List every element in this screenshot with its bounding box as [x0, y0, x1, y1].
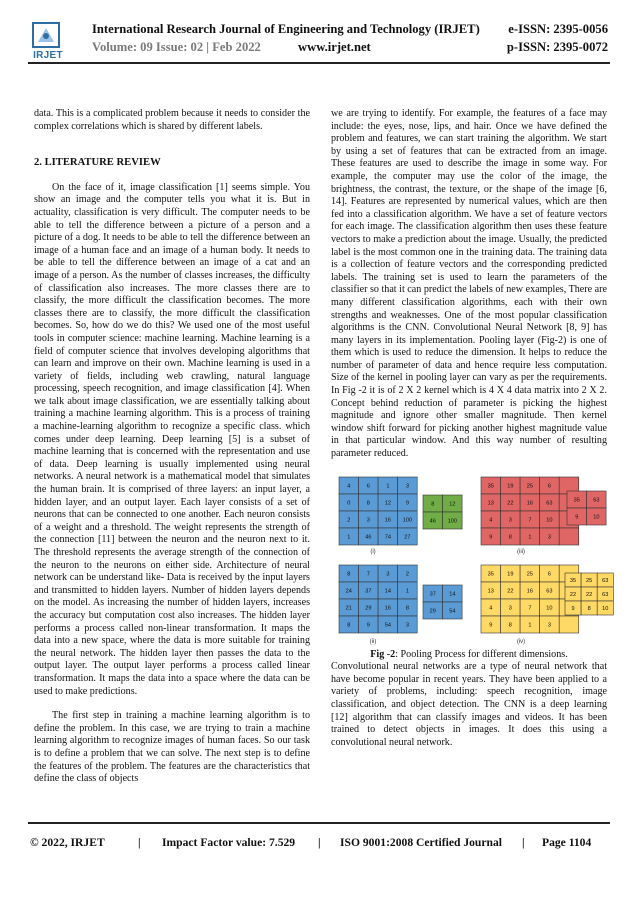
footer-rule — [28, 822, 610, 824]
logo-text: IRJET — [33, 50, 63, 61]
header-rule — [28, 62, 610, 64]
input-cell-value: 8 — [508, 534, 512, 541]
input-cell-value: 74 — [384, 534, 391, 541]
output-cell-value: 9 — [575, 514, 579, 521]
output-cell-value: 35 — [569, 577, 577, 584]
figure-caption — [331, 649, 607, 662]
input-cell-value: 3 — [547, 622, 551, 629]
pooling-diagram — [331, 473, 607, 649]
input-cell-value: 3 — [405, 622, 409, 629]
input-cell — [559, 528, 579, 545]
input-cell-value: 10 — [546, 517, 553, 524]
output-cell-value: 14 — [449, 591, 456, 598]
output-cell-value: 8 — [587, 605, 591, 612]
panel-label: (iv) — [516, 638, 526, 645]
input-cell-value: 16 — [526, 500, 533, 507]
figure-caption-text: : Pooling Process for different dimensions. — [395, 648, 568, 660]
input-cell-value: 6 — [366, 483, 370, 490]
output-cell-value: 22 — [586, 591, 593, 598]
output-cell-value: 10 — [593, 514, 600, 521]
output-cell-value: 29 — [429, 608, 436, 615]
input-cell-value: 6 — [547, 483, 551, 490]
output-cell-value: 25 — [586, 577, 593, 584]
output-cell-value: 63 — [602, 577, 609, 584]
input-cell-value: 9 — [489, 622, 493, 629]
output-cell-value: 8 — [431, 501, 435, 508]
section-heading: 2. LITERATURE REVIEW — [34, 157, 161, 169]
output-cell-value: 63 — [602, 591, 609, 598]
output-cell-value: 22 — [569, 591, 577, 598]
intro-paragraph: data. This is a complicated problem because it needs to consider the complex correlations which is shared by different labels. — [34, 108, 310, 132]
input-cell-value: 7 — [366, 571, 370, 578]
input-cell-value: 100 — [402, 517, 413, 524]
output-cell-value: 10 — [602, 605, 609, 612]
input-cell-value: 14 — [384, 588, 391, 595]
input-cell-value: 2 — [347, 517, 351, 524]
footer-page-number: Page 1104 — [542, 836, 592, 849]
left-column — [34, 108, 310, 786]
input-cell-value: 8 — [366, 500, 370, 507]
input-cell-value: 3 — [547, 534, 551, 541]
body-paragraph: we are trying to identify. For example, the features of a face may include: the eyes, nose, lips, and hair. Once we have defined the problem and features, we can start training the algorithm. We start by using a set of features that can be extracted from an image. These features are used to describe the image in some way. For example, the computer may use the color of the image, the brightness, the contrast, the texture, or the shape of the image [6, 14]. Features are represented by numerical values, which are then fed into a classification algorithm. We have a set of feature vectors for each image. The classification algorithm then uses these feature vectors to make a prediction about the image. Usually, the predicted label is the most common one in the training data. The training data is a collection of feature vectors and the corresponding predicted labels. The training set is used to learn the parameters of the classifier so that it can predict the labels of new examples, There are many different classification algorithms, each with their own strengths and weaknesses. One of the most popular classification algorithms is the CNN. Convolutional Neural Network [8, 9] has many layers in its implementation. Pooling layer (Fig-2) is one of them which is used to reduce the dimension. It helps to reduce the number of parameter of data and hence require less computation. Size of the kernel in pooling layer can vary as per the requirements. In Fig -2 it is of 2 X 2 kernel which is 4 X 4 data matrix into 2 X 2. Concept behind reduction of parameter is picking the highest magnitude and ignore other smaller magnitude. Then kernel window shift forward for picking another highest magnitude value in that particular window. And this way number of resulting parameter reduced. — [331, 108, 607, 460]
pooling-figure — [331, 473, 607, 649]
output-cell-value: 54 — [449, 608, 456, 615]
journal-logo — [30, 20, 64, 64]
input-cell-value: 27 — [404, 534, 411, 541]
journal-title: International Research Journal of Engineering and Technology (IRJET) — [92, 22, 480, 36]
body-paragraph: Convolutional neural networks are a type of neural network that have become popular in recent years. They have been applied to a variety of problems, including: speech recognition, image classification, and object detection. The CNN is a deep learning [12] algorithm that can classify images and videos. It has been trained to detect objects in images. It does this using a convolutional neural network. — [331, 661, 607, 748]
footer-separator: | — [138, 836, 141, 849]
input-cell-value: 63 — [546, 588, 553, 595]
input-cell-value: 21 — [345, 605, 352, 612]
input-cell-value: 1 — [528, 534, 532, 541]
input-cell-value: 35 — [487, 571, 494, 578]
input-cell-value: 9 — [366, 622, 370, 629]
input-cell-value: 4 — [489, 605, 493, 612]
input-cell-value: 1 — [347, 534, 351, 541]
input-cell-value: 8 — [508, 622, 512, 629]
panel-label: (ii) — [369, 638, 377, 645]
body-paragraph: On the face of it, image classification [1] seems simple. You show an image and the computer tells you what it is. But in actuality, classification is very difficult. The computer needs to be able to tell the difference between a picture of a person and a picture of a dog. It needs to be able to tell the difference between an image of a human face and an image of a human body. It needs to be able to tell the difference between an image of a cat and an image of a person. As the number of classes increases, the difficulty of classification also increases. The more classes there are to classify, the more difficult the classification becomes. The more classes there are to classify, the more difficult the classification becomes. So, how do we do this? We used one of the most useful tools in computer science: machine learning. Machine learning is a field of computer science that involves developing algorithms that can learn and improve on their own. Machine learning is used in a variety of fields, including web crawling, natural language processing, speech recognition, and image classification [4]. When we talk about image classification, we are essentially talking about training a machine learning algorithm. This is a process of training a machine-learning algorithm to recognize a specific class. which comes under deep learning. Deep learning [5] is a subset of machine learning that is concerned with the representation and use of data. Deep learning is usually implemented using neural networks. A neural network is a mathematical model that simulates the human brain. It is comprised of three layers: an input layer, a hidden layer, and an output layer. Each layer consists of a set of neurons that can be connected to one another. Each neuron consists of a weight and a threshold. The weight represents the strength of the connection [11] between the neuron and the neuron next to it. The threshold represents the average strength of the connection of the neuron to the neurons on either side. Architecture of neural network can be understand like- Data is received by the input layers and transmitted to hidden layers. Number of hidden layers depends on the model. As increasing the number of hidden layers, increases the accuracy but computation cost also increases. The hidden layer performs a process called non-linear transformation. It maps the data into a new space, where the data is more suitable for training the neural network. The hidden layer then passes the data to the output layer. The output layer performs a process called linear transformation. It maps the data into a space where the data can be used to make predictions. — [34, 181, 310, 697]
input-cell-value: 3 — [508, 517, 512, 524]
input-cell-value: 19 — [507, 571, 514, 578]
output-cell-value: 46 — [429, 518, 436, 525]
input-cell-value: 2 — [405, 571, 409, 578]
footer-separator: | — [318, 836, 321, 849]
input-cell-value: 63 — [546, 500, 553, 507]
logo-icon — [32, 22, 60, 48]
input-cell-value: 25 — [526, 571, 533, 578]
input-cell-value: 22 — [507, 500, 514, 507]
input-cell-value: 3 — [508, 605, 512, 612]
volume-issue: Volume: 09 Issue: 02 | Feb 2022 — [92, 40, 261, 54]
input-cell-value: 3 — [405, 483, 409, 490]
body-paragraph: The first step in training a machine learning algorithm is to define the problem. In this case, we are trying to train a machine learning algorithm to recognize images of human faces. So our task is to define a problem that we can solve. The next step is to define the features of the problem. The features are the characteristics that define the class of objects — [34, 710, 310, 785]
input-cell-value: 54 — [384, 622, 391, 629]
input-cell-value: 6 — [547, 571, 551, 578]
input-cell — [559, 616, 579, 633]
input-cell-value: 25 — [526, 483, 533, 490]
input-cell-value: 16 — [384, 605, 391, 612]
input-cell-value: 8 — [347, 571, 351, 578]
input-cell-value: 16 — [526, 588, 533, 595]
input-cell-value: 37 — [365, 588, 372, 595]
input-cell-value: 35 — [487, 483, 494, 490]
input-cell-value: 12 — [384, 500, 391, 507]
e-issn: e-ISSN: 2395-0056 — [508, 22, 608, 36]
input-cell-value: 4 — [489, 517, 493, 524]
input-cell-value: 10 — [546, 605, 553, 612]
input-cell-value: 16 — [384, 517, 391, 524]
output-cell-value: 9 — [571, 605, 575, 612]
output-cell-value: 100 — [447, 518, 457, 525]
input-cell-value: 3 — [366, 517, 370, 524]
panel-label: (i) — [370, 548, 376, 555]
input-cell-value: 0 — [347, 500, 351, 507]
input-cell-value: 4 — [347, 483, 351, 490]
footer-copyright: © 2022, IRJET — [30, 836, 105, 849]
input-cell-value: 24 — [345, 588, 352, 595]
right-column — [331, 108, 607, 749]
footer-iso: ISO 9001:2008 Certified Journal — [340, 836, 502, 849]
panel-label: (iii) — [517, 548, 525, 555]
input-cell-value: 1 — [405, 588, 409, 595]
output-cell-value: 35 — [573, 497, 580, 504]
footer-separator: | — [522, 836, 525, 849]
output-cell-value: 37 — [429, 591, 436, 598]
input-cell-value: 8 — [347, 622, 351, 629]
input-cell-value: 13 — [487, 500, 494, 507]
input-cell-value: 1 — [528, 622, 532, 629]
input-cell-value: 1 — [386, 483, 390, 490]
output-cell-value: 12 — [449, 501, 456, 508]
footer-impact-factor: Impact Factor value: 7.529 — [162, 836, 296, 849]
input-cell-value: 9 — [489, 534, 493, 541]
input-cell-value: 46 — [365, 534, 372, 541]
journal-website-link[interactable]: www.irjet.net — [298, 40, 371, 54]
input-cell-value: 7 — [528, 517, 532, 524]
input-cell-value: 8 — [405, 605, 409, 612]
input-cell-value: 22 — [507, 588, 514, 595]
input-cell-value: 9 — [405, 500, 409, 507]
figure-caption-label: Fig -2 — [370, 648, 396, 660]
output-cell-value: 63 — [593, 497, 600, 504]
input-cell-value: 13 — [487, 588, 494, 595]
input-cell-value: 29 — [365, 605, 372, 612]
p-issn: p-ISSN: 2395-0072 — [506, 40, 608, 54]
input-cell-value: 7 — [528, 605, 532, 612]
input-cell-value: 3 — [386, 571, 390, 578]
input-cell-value: 19 — [507, 483, 514, 490]
